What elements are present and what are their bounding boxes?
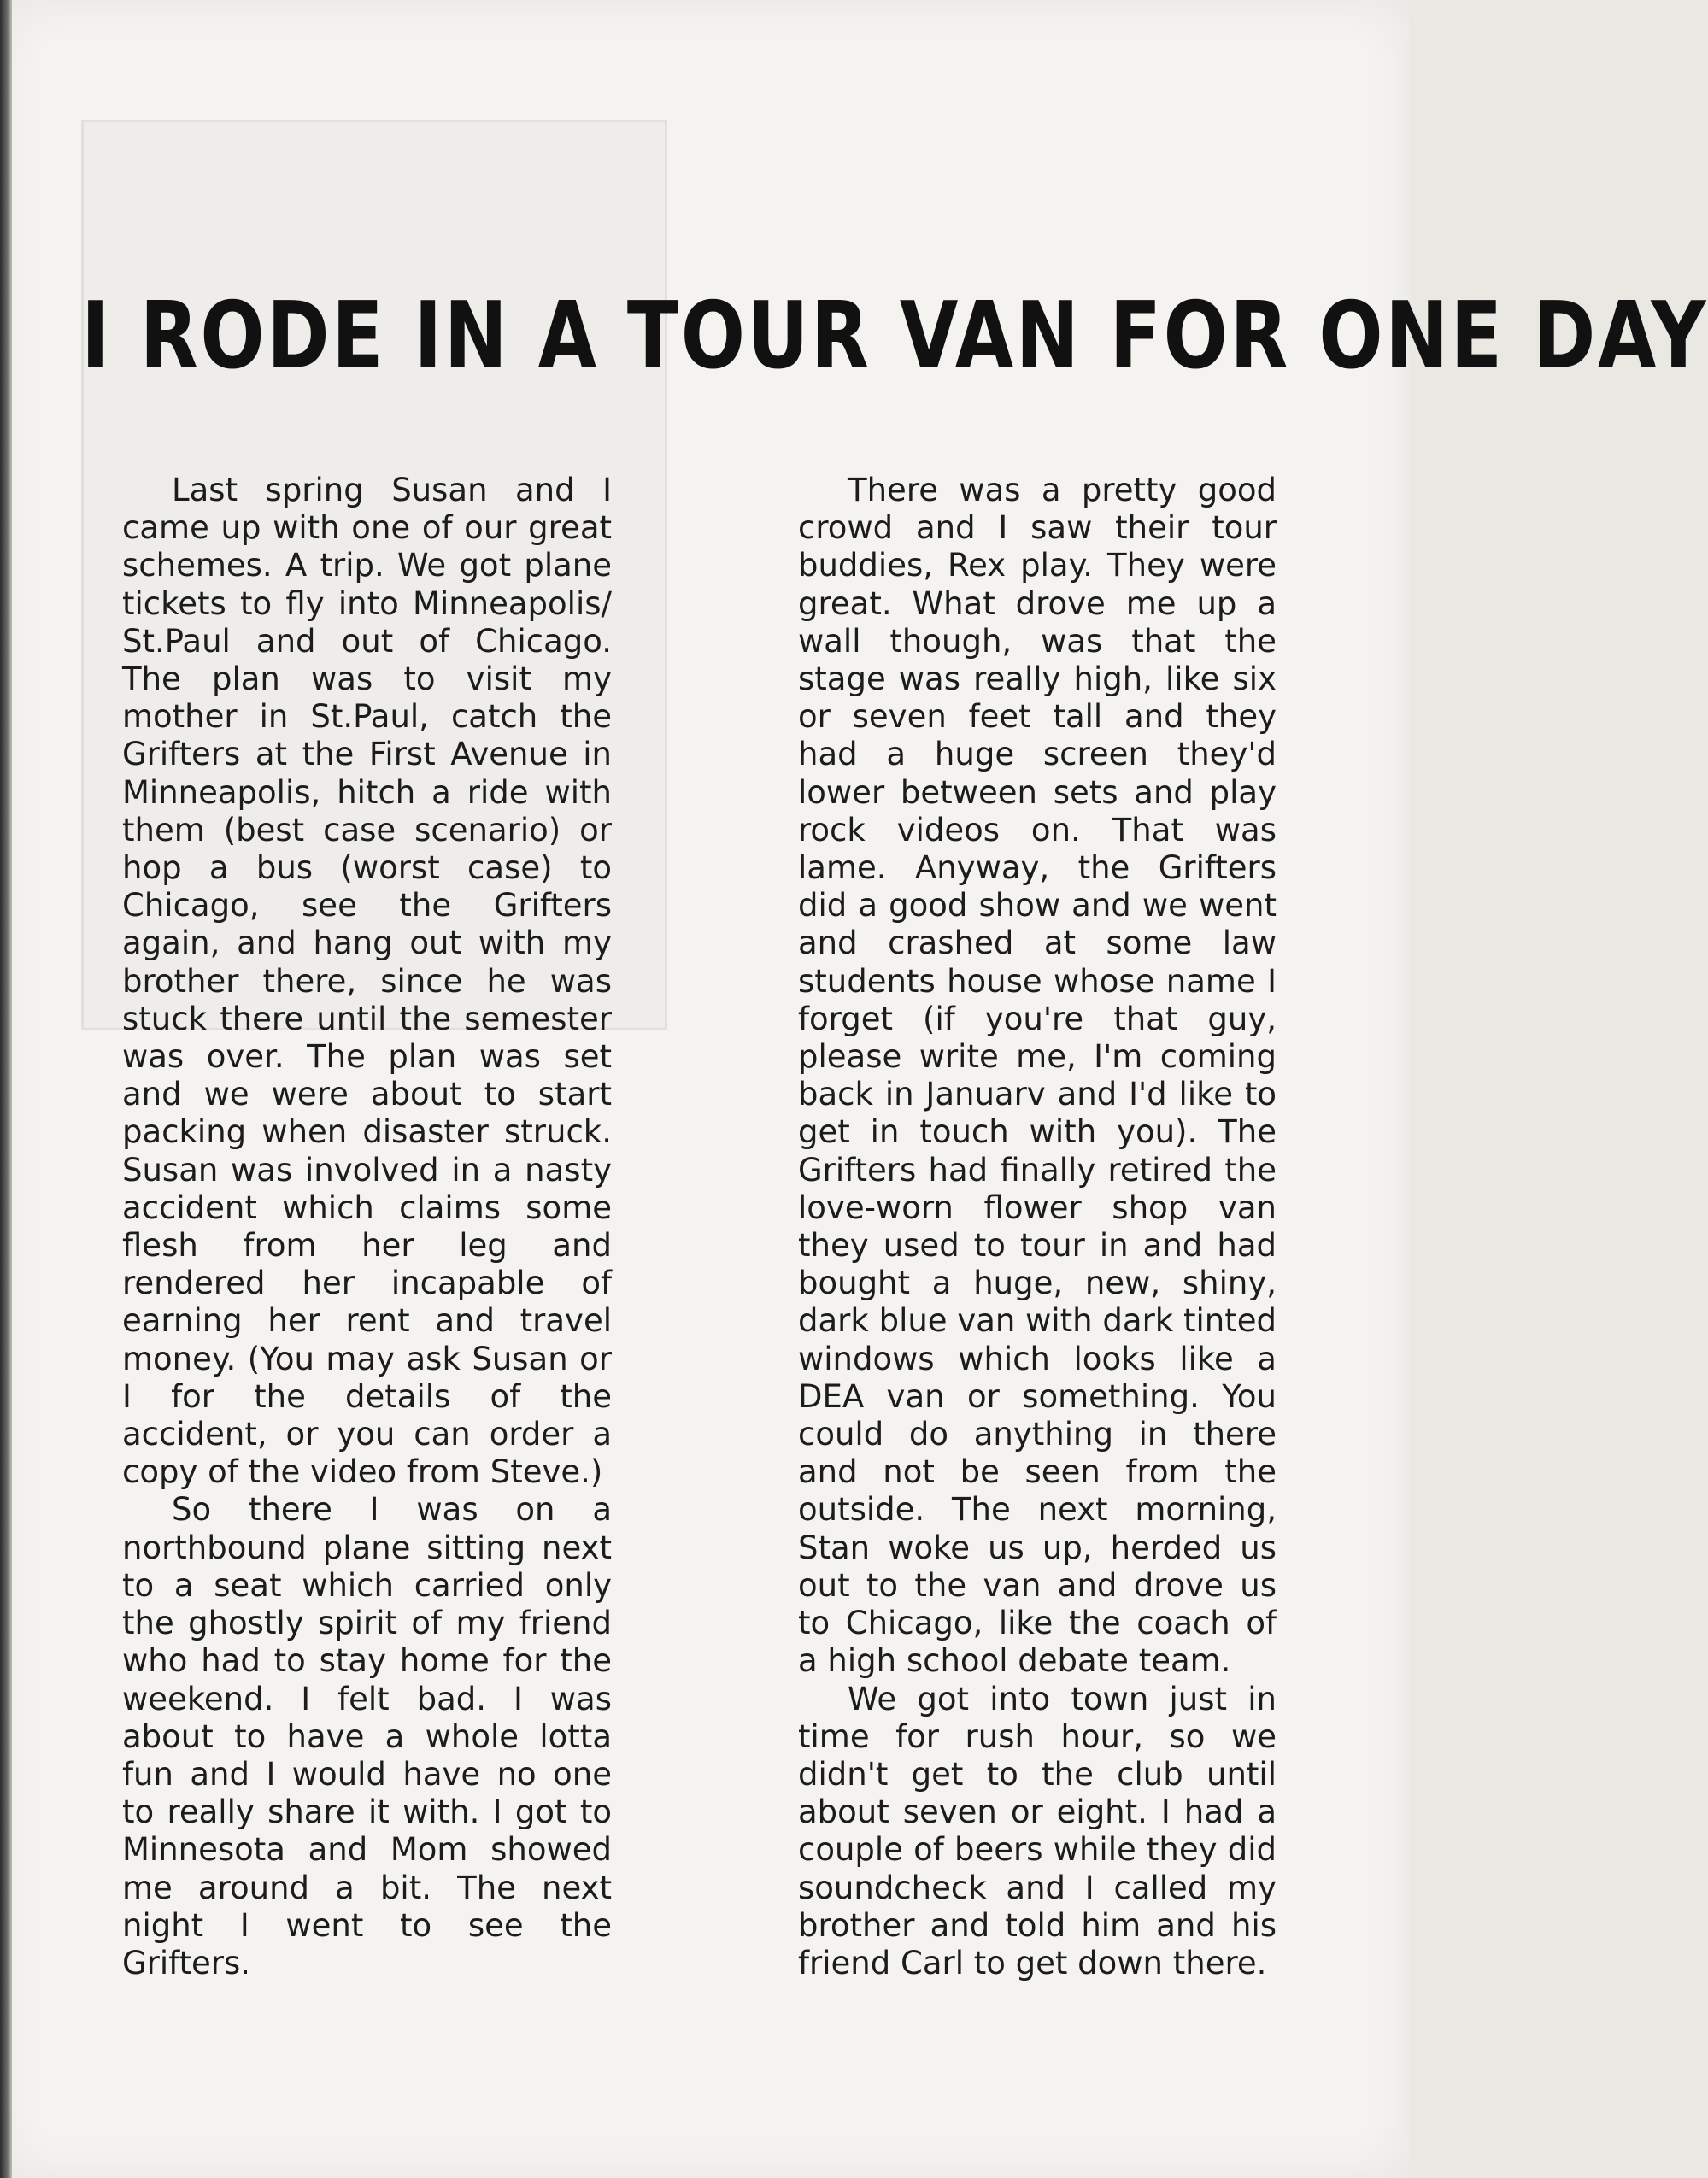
paragraph: We got into town just in time for rush hour, so we didn't get to the club until about seven or eight. I had a couple of beers while they did soundcheck and I called my brother and told him and his friend Carl to get down there. (798, 1680, 1277, 1981)
page-edge (0, 0, 12, 2178)
article-column-left (122, 472, 612, 1982)
paragraph: So there I was on a northbound plane sitting next to a seat which carried only the ghostly spirit of my friend who had to stay home for the weekend. I felt bad. I was about to have a whole lotta fun and I would have no one to really share it with. I got to Minnesota and Mom showed me around a bit. The next night I went to see the Grifters. (122, 1491, 612, 1981)
paragraph: There was a pretty good crowd and I saw their tour buddies, Rex play. They were great. What drove me up a wall though, was that the stage was really high, like six or seven feet tall and they had a huge screen they'd lower between sets and play rock videos on. That was lame. Anyway, the Grifters did a good show and we went and crashed at some law students house whose name I forget (if you're that guy, please write me, I'm coming back in Januarv and I'd like to get in touch with you). The Grifters had finally retired the love-worn flower shop van they used to tour in and had bought a huge, new, shiny, dark blue van with dark tinted windows which looks like a DEA van or something. You could do anything in there and not be seen from the outside. The next morning, Stan woke us up, herded us out to the van and drove us to Chicago, like the coach of a high school debate team. (798, 472, 1277, 1680)
article-column-right (798, 472, 1277, 1982)
paragraph: Last spring Susan and I came up with one of our great schemes. A trip. We got plane tickets to fly into Minneapolis/ St.Paul and out of Chicago. The plan was to visit my mother in St.Paul, catch the Grifters at the First Avenue in Minneapolis, hitch a ride with them (best case scenario) or hop a bus (worst case) to Chicago, see the Grifters again, and hang out with my brother there, since he was stuck there until the semester was over. The plan was set and we were about to start packing when disaster struck. Susan was involved in a nasty accident which claims some flesh from her leg and rendered her incapable of earning her rent and travel money. (You may ask Susan or I for the details of the accident, or you can order a copy of the video from Steve.) (122, 472, 612, 1491)
article-headline: I RODE IN A TOUR VAN FOR ONE DAY (81, 283, 1708, 390)
